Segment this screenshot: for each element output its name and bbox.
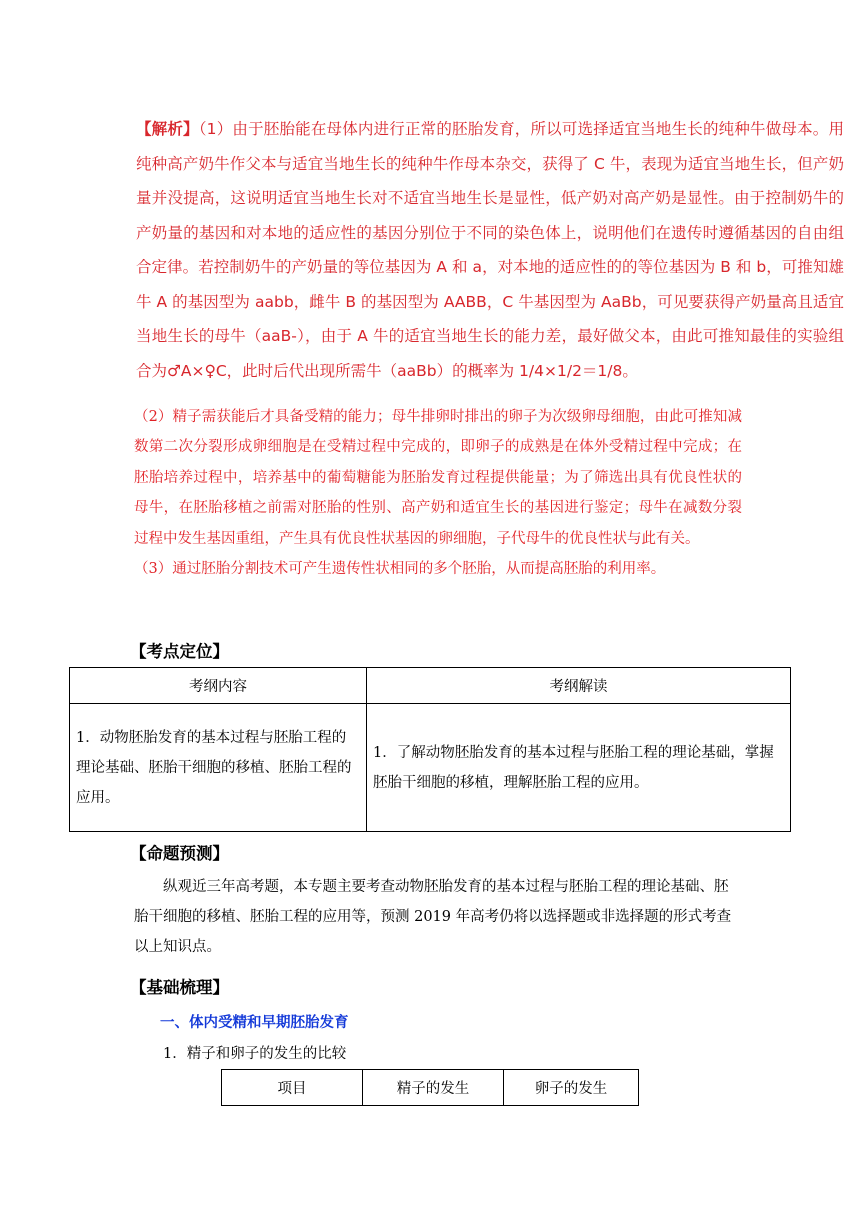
item-sperm-egg-comparison: 1．精子和卵子的发生的比较 bbox=[163, 1046, 347, 1062]
analysis-continued bbox=[134, 402, 742, 584]
basics-heading: 【基础梳理】 bbox=[130, 978, 229, 997]
exam-point-interpretation-cell: 1．了解动物胚胎发育的基本过程与胚胎工程的理论基础，掌握胚胎干细胞的移植，理解胚胎工程的应用。 bbox=[367, 704, 791, 832]
prediction-text: 纵观近三年高考题，本专题主要考查动物胚胎发育的基本过程与胚胎工程的理论基础、胚胎干细胞的移植、胚胎工程的应用等，预测 2019 年高考仍将以选择题或非选择题的形式考查以上知识点。 bbox=[134, 879, 732, 955]
comparison-table bbox=[221, 1069, 639, 1106]
exam-point-header-interpretation: 考纲解读 bbox=[367, 668, 791, 704]
analysis-paragraph-3: （3）通过胚胎分割技术可产生遗传性状相同的多个胚胎，从而提高胚胎的利用率。 bbox=[134, 561, 666, 578]
analysis-paragraph-1 bbox=[136, 112, 844, 388]
comparison-header-sperm: 精子的发生 bbox=[363, 1070, 504, 1106]
prediction-heading: 【命题预测】 bbox=[130, 844, 229, 863]
exam-point-content-cell: 1．动物胚胎发育的基本过程与胚胎工程的理论基础、胚胎干细胞的移植、胚胎工程的应用。 bbox=[70, 704, 367, 832]
section-heading-fertilization: 一、体内受精和早期胚胎发育 bbox=[160, 1015, 349, 1031]
analysis-block bbox=[136, 112, 844, 388]
analysis-text-1: （1）由于胚胎能在母体内进行正常的胚胎发育，所以可选择适宜当地生长的纯种牛做母本。用纯种高产奶牛作父本与适宜当地生长的纯种牛作母本杂交，获得了 C 牛，表现为适宜当地生长，但产奶量并没提高，这说明适宜当地生长对不适宜当地生长是显性，低产奶对高产奶是显性。由于控制奶牛的产奶量的基因和对本地的适应性的基因分别位于不同的染色体上，说明他们在遗传时遵循基因的自由组合定律。若控制奶牛的产奶量的等位基因为 A 和 a，对本地的适应性的的等位基因为 B 和 b，可推知雄牛 A 的基因型为 aabb，雌牛 B 的基因型为 AABB，C 牛基因型为 AaBb，可见要获得产奶量高且适宜当地生长的母牛（aaB-），由于 A 牛的适宜当地生长的能力差，最好做父本，由此可推知最佳的实验组合为♂A×♀C，此时后代出现所需牛（aaBb）的概率为 1/4×1/2＝1/8。 bbox=[136, 120, 844, 380]
exam-point-table bbox=[69, 667, 791, 832]
exam-point-heading: 【考点定位】 bbox=[130, 642, 229, 661]
exam-point-header-content: 考纲内容 bbox=[70, 668, 367, 704]
analysis-tag: 【解析】 bbox=[136, 120, 199, 138]
analysis-paragraph-2: （2）精子需获能后才具备受精的能力；母牛排卵时排出的卵子为次级卵母细胞，由此可推知减数第二次分裂形成卵细胞是在受精过程中完成的，即卵子的成熟是在体外受精过程中完成；在胚胎培养过程中，培养基中的葡萄糖能为胚胎发育过程提供能量；为了筛选出具有优良性状的母牛，在胚胎移植之前需对胚胎的性别、高产奶和适宜生长的基因进行鉴定；母牛在减数分裂过程中发生基因重组，产生具有优良性状基因的卵细胞，子代母牛的优良性状与此有关。 bbox=[134, 409, 742, 547]
comparison-header-item: 项目 bbox=[222, 1070, 363, 1106]
comparison-header-egg: 卵子的发生 bbox=[504, 1070, 639, 1106]
